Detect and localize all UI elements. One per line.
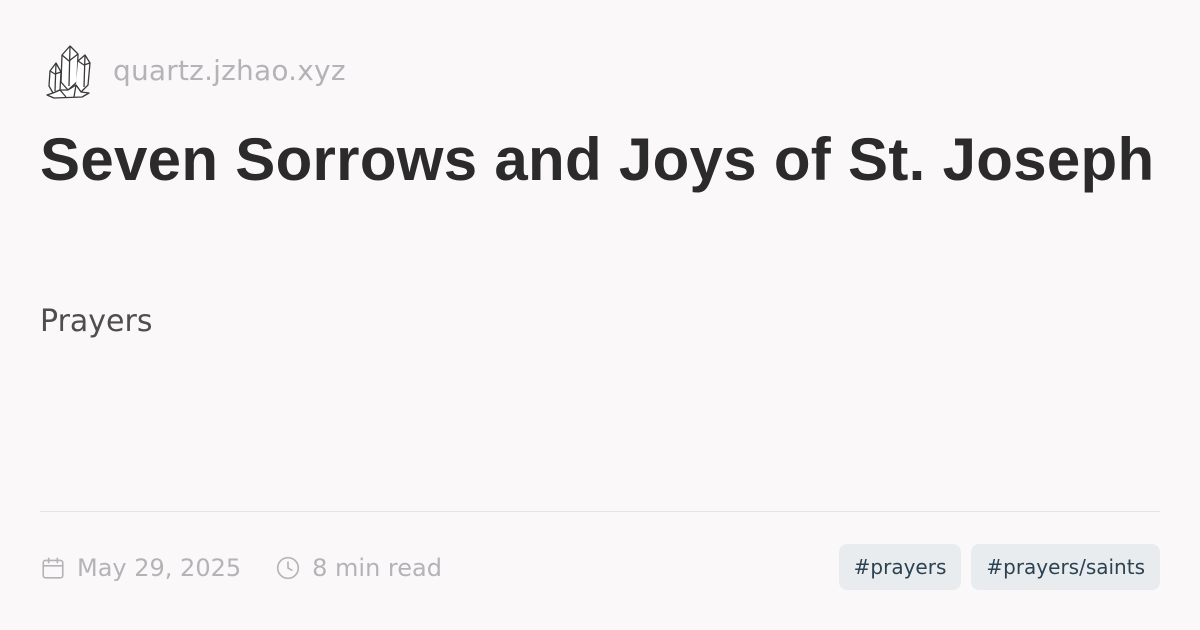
publish-date: May 29, 2025 <box>77 554 242 582</box>
page-subtitle: Prayers <box>40 304 153 339</box>
date-item <box>40 554 241 582</box>
clock-icon <box>275 555 301 581</box>
reading-time: 8 min read <box>312 554 442 582</box>
tag-prayers-saints[interactable]: #prayers/saints <box>971 544 1160 590</box>
calendar-icon <box>40 555 66 581</box>
divider <box>40 511 1160 512</box>
site-name[interactable]: quartz.jzhao.xyz <box>113 53 346 87</box>
page-meta <box>40 548 442 588</box>
tag-prayers[interactable]: #prayers <box>839 544 962 590</box>
reading-time-item <box>275 554 442 582</box>
site-header <box>44 40 346 100</box>
tag-list <box>829 544 1160 590</box>
page-title: Seven Sorrows and Joys of St. Joseph <box>40 126 1155 193</box>
crystal-logo-icon <box>44 41 92 99</box>
